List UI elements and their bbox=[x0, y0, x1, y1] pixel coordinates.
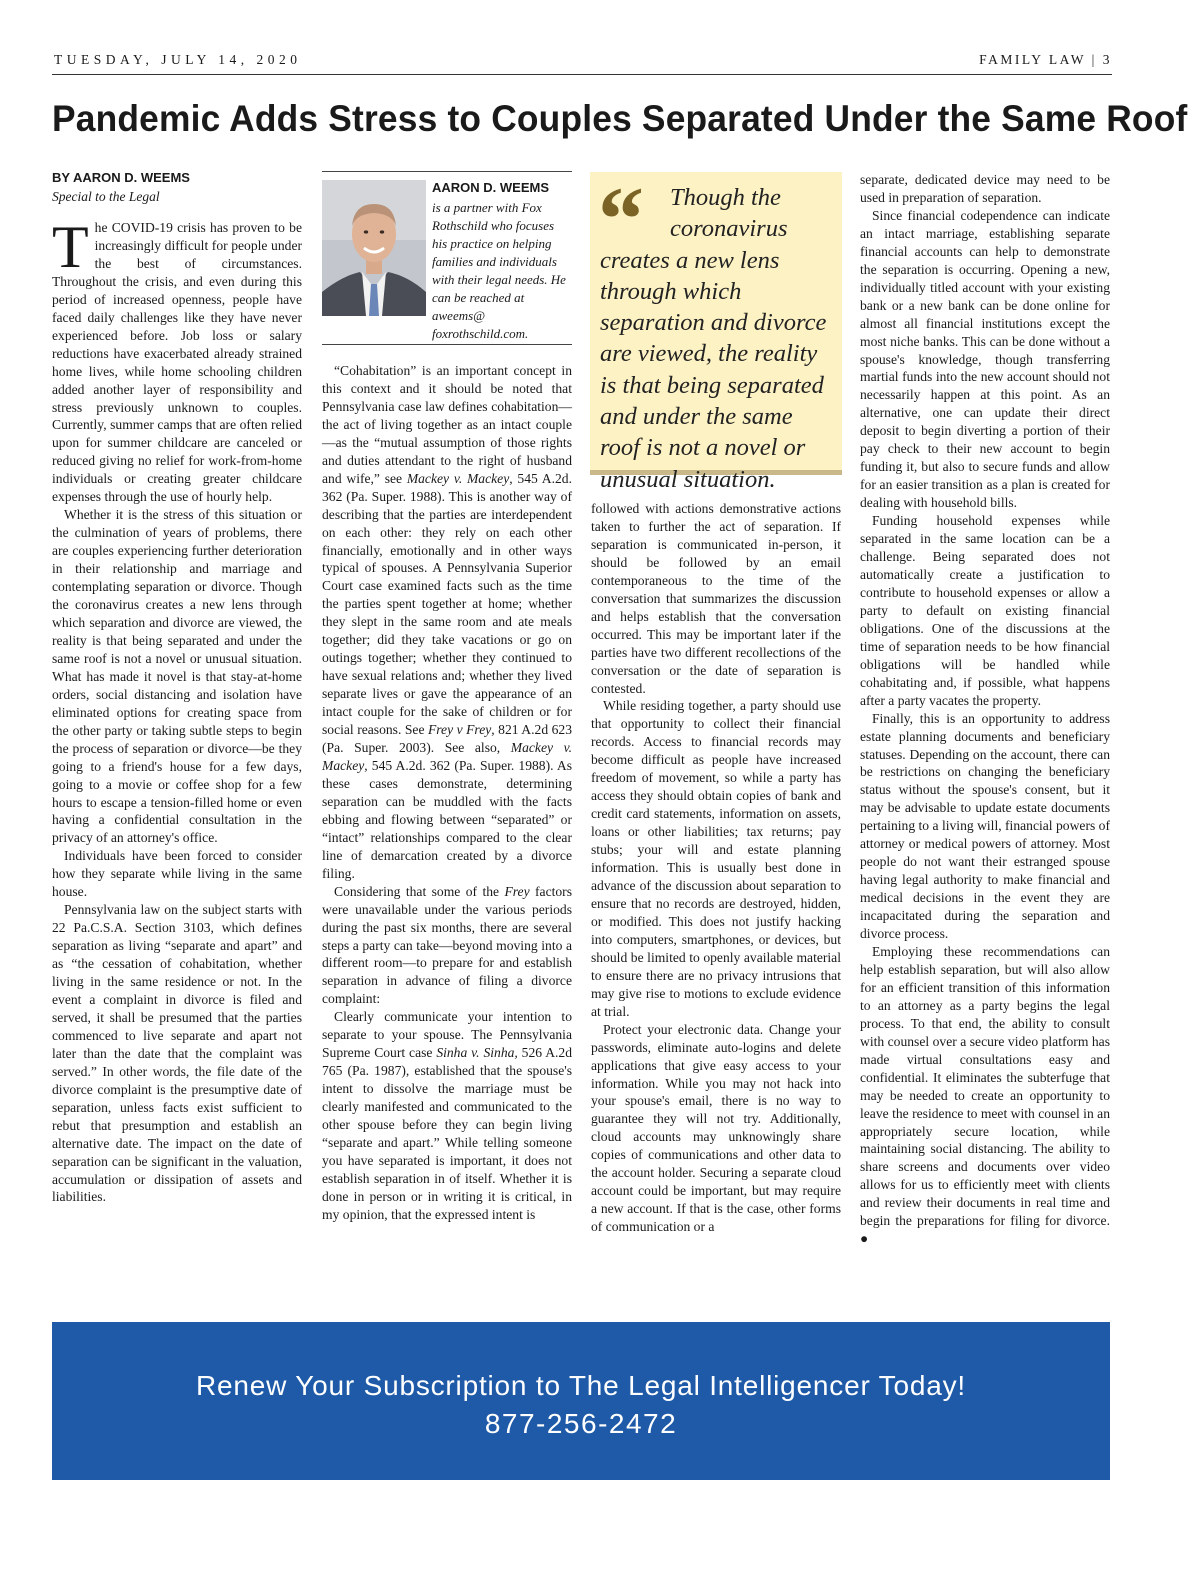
text-run: Considering that some of the bbox=[334, 883, 505, 899]
paragraph: Individuals have been forced to consider how they separate while living in the same house. bbox=[52, 848, 302, 900]
case-citation: Mackey v. Mackey bbox=[322, 740, 572, 773]
article-column-2 bbox=[322, 362, 572, 1224]
case-citation: Mackey v. Mackey bbox=[406, 470, 510, 486]
text-run: , 545 A.2d. 362 (Pa. Super. 1988). As these cases demonstrate, determining separation can be muddled with the facts ebbing and flowing between “separated” or “intact” relationships compared to the clear line of demarcation created by a divorce filing. bbox=[322, 757, 572, 881]
paragraph: Finally, this is an opportunity to address estate planning documents and beneficiary statuses. Depending on the account, there can be restrictions on changing the beneficiary status without the spouse's consent, but it may be advisable to update estate documents pertaining to a living will, financial powers of attorney or medical powers of attorney. Most people do not want their estranged spouse having legal authority to make financial and medical decisions in the event they are incapacitated during the separation and divorce process. bbox=[860, 710, 1110, 942]
author-photo bbox=[322, 180, 426, 316]
page-header bbox=[52, 52, 1112, 75]
pull-quote-first-line: Though the coronavirus bbox=[670, 184, 788, 243]
issue-date: TUESDAY, JULY 14, 2020 bbox=[54, 52, 302, 67]
text-run: Clearly communicate your intention to separate to your spouse. The Pennsylvania Supreme Court case bbox=[322, 1009, 572, 1061]
paragraph: separate, dedicated device may need to be used in preparation of separation. bbox=[860, 172, 1110, 205]
author-bio-box bbox=[322, 171, 572, 345]
paragraph-text: he COVID-19 crisis has proven to be increasingly difficult for people under the best of circumstances. Throughout the crisis, and even during this period of increased openness, people have faced daily challenges like they have never experienced before. Job loss or salary reductions have exacerbated already strained home lives, while home schooling children added another layer of responsibility and stress previously unknown to couples. Currently, summer camps that are often relied upon for summer childcare are canceled or reduced giving no relief for work-from-home individuals or creating greater childcare expenses through the use of hourly help. bbox=[52, 220, 302, 505]
byline-author: BY AARON D. WEEMS bbox=[52, 170, 190, 185]
article-column-3 bbox=[591, 500, 841, 1236]
text-run: 526 A.2d 765 (Pa. 1987), established that the spouse's intent to dissolve the marriage must be clearly manifested and communicated to the other spouse before they can begin living “separate and apart.” While telling someone you have separated is important, it does not establish separation in of itself. Whether it is done in person or in writing it is critical, in my opinion, that the expressed intent is bbox=[322, 1045, 573, 1222]
paragraph: Whether it is the stress of this situation or the culmination of years of problems, there are couples experiencing further deterioration in their relationship and marriage and contemplating separation or divorce. Though the coronavirus creates a new lens through which separation and divorce are viewed, the reality is that being separated and under the same roof is not a novel or unusual situation. What has made it novel is that stay-at-home orders, social distancing and isolation have eliminated options for creating space from the other party or taking subtle steps to begin the process of separation or divorce—be they going to a friend's house for a few days, going to a movie or coffee shop for a few hours to escape a tension-filled home or even having a confidential consultation in the privacy of an attorney's office. bbox=[52, 507, 302, 846]
quote-mark-icon: “ bbox=[598, 168, 644, 270]
banner-phone-number[interactable]: 877-256-2472 bbox=[484, 1408, 678, 1439]
case-citation: Frey v Frey bbox=[427, 722, 492, 738]
author-portrait-image bbox=[322, 180, 426, 316]
paragraph: Pennsylvania law on the subject starts with 22 Pa.C.S.A. Section 3103, which defines separation as living “separate and apart” and as “the cessation of cohabitation, whether living in the same residence or not. In the event a complaint in divorce is filed and served, it shall be presumed that the parties commenced to live separate and apart not later than the date that the complaint was served.” In other words, the file date of the divorce complaint is the presumptive date of separation, unless facts exist sufficient to rebut that presumption and establish an alternative date. The impact on the date of separation can be significant in the valuation, accumulation or dissipation of assets and liabilities. bbox=[52, 902, 302, 1205]
text-run: factors were unavailable under the various periods during the past six months, there are several steps a party can take—beyond moving into a different room—to prepare for and establish separation in advance of filing a divorce complaint: bbox=[322, 883, 572, 1007]
article-column-4 bbox=[860, 171, 1110, 1248]
paragraph: followed with actions demonstrative actions taken to further the act of separation. If separation is communicated in-person, it should be followed by an email contemporaneous to the time of the conversation that summarizes the discussion and helps establish that the conversation occurred. This may be important later if the parties have two different recollections of the conversation or the date of separation is contested. bbox=[591, 501, 841, 696]
paragraph: Funding household expenses while separated in the same location can be a challenge. Being separated does not automatically create a justification to contribute to household expenses or allow a party to default on existing financial obligations. One of the discussions at the time of separation needs to be how financial obligations will be handled while cohabitating and, if possible, what happens after a party vacates the property. bbox=[860, 513, 1110, 708]
bio-description: is a partner with Fox Rothschild who focuses his practice on helping families and individuals with their legal needs. He can be reached at aweems@ foxrothschild.com. bbox=[432, 200, 566, 341]
case-citation: Sinha v. Sinha, bbox=[436, 1045, 518, 1061]
section-page-label: FAMILY LAW | 3 bbox=[979, 52, 1112, 67]
paragraph bbox=[52, 214, 302, 506]
case-citation: Frey bbox=[504, 883, 530, 899]
paragraph bbox=[322, 1008, 572, 1223]
paragraph: While residing together, a party should use that opportunity to collect their financial records. Access to financial records may become difficult as people have increased freedom of movement, so while a party has access they should obtain copies of bank and credit card statements, information on assets, loans or other liabilities; tax returns; pay stubs; your will and estate planning information. This is usually best done in advance of the discussion about separation to ensure that no records are destroyed, hidden, or modified. This does not justify hacking into computers, smartphones, or devices, but should be limited to openly available material to ensure there are no privacy intrusions that may give rise to motions to exclude evidence at trial. bbox=[591, 698, 841, 1019]
bio-author-name: AARON D. WEEMS bbox=[432, 180, 549, 195]
paragraph bbox=[322, 362, 572, 883]
byline-subtitle: Special to the Legal bbox=[52, 189, 160, 204]
paragraph: Protect your electronic data. Change your passwords, eliminate auto-logins and delete applications that give easy access to your information. While you may not hack into your spouse's email, there is no way to guarantee they will not try. Additionally, cloud accounts may unknowingly share copies of communications and other data to the account holder. Securing a separate cloud account could be important, but may require a new account. If that is the case, other forms of communication or a bbox=[591, 1021, 841, 1235]
article-column-1 bbox=[52, 214, 302, 1206]
banner-headline: Renew Your Subscription to The Legal Intelligencer Today! bbox=[196, 1370, 966, 1401]
paragraph bbox=[322, 883, 572, 1009]
subscription-banner[interactable] bbox=[52, 1322, 1110, 1480]
article-headline: Pandemic Adds Stress to Couples Separated Under the Same Roof bbox=[52, 98, 1188, 139]
pull-quote-box bbox=[590, 168, 842, 493]
pull-quote-rest: creates a new lens through which separation and divorce are viewed, the reality is that being separated and under the same roof is not a novel or unusual situation. bbox=[600, 246, 827, 493]
text-run: , 545 A.2d. 362 (Pa. Super. 1988). This is another way of describing that the parties are interdependent on each other: they rely on each other financially, emotionally and in other ways typical of spouses. A Pennsylvania Superior Court case examined facts such as the time the parties spent together at home; whether they slept in the same room and ate meals together; did they take vacations or go on outings together; whether they continued to have sexual relations and; whether they lived separate lives or gave the appearance of an intact couple for the sake of children or for social reasons. See bbox=[322, 470, 572, 738]
paragraph: Employing these recommendations can help establish separation, but will also allow for an efficient transition of this information to an attorney as a party begins the legal process. To that end, the ability to consult with counsel over a secure video platform has made virtual consultations easy and confidential. It eliminates the subterfuge that may be needed to create an opportunity to leave the residence to meet with counsel in an appropriately secure location, while maintaining social distancing. The ability to share screens and documents over video allows for us to efficiently meet with clients and review their documents in real time and begin the preparations for filing for divorce. ● bbox=[860, 943, 1110, 1247]
pull-quote-text bbox=[600, 182, 836, 495]
drop-cap: T bbox=[52, 214, 89, 280]
text-run: , 821 A.2d 623 (Pa. Super. 2003). See also, bbox=[322, 722, 572, 756]
paragraph: Since financial codependence can indicate an intact marriage, establishing separate financial accounts can help to demonstrate the separation is occurring. Opening a new, individually titled account with your existing bank or a new bank can be done online for almost all financial institutions except the most niche banks. This can be done without a spouse's knowledge, though transferring martial funds into the new account should not necessarily happen at this point. As an alternative, one can update their direct deposit to begin diverting a portion of their pay check to their new account to begin funding it, but also to secure funds and allow for an easier transition as a plan is created for dealing with household bills. bbox=[860, 207, 1110, 511]
text-run: “Cohabitation” is an important concept in this context and it should be noted that Pennsylvania case law defines cohabitation—the act of living together as an intact couple—as the “mutual assumption of those rights and duties attendant to the right of husband and wife,” see bbox=[322, 363, 572, 486]
